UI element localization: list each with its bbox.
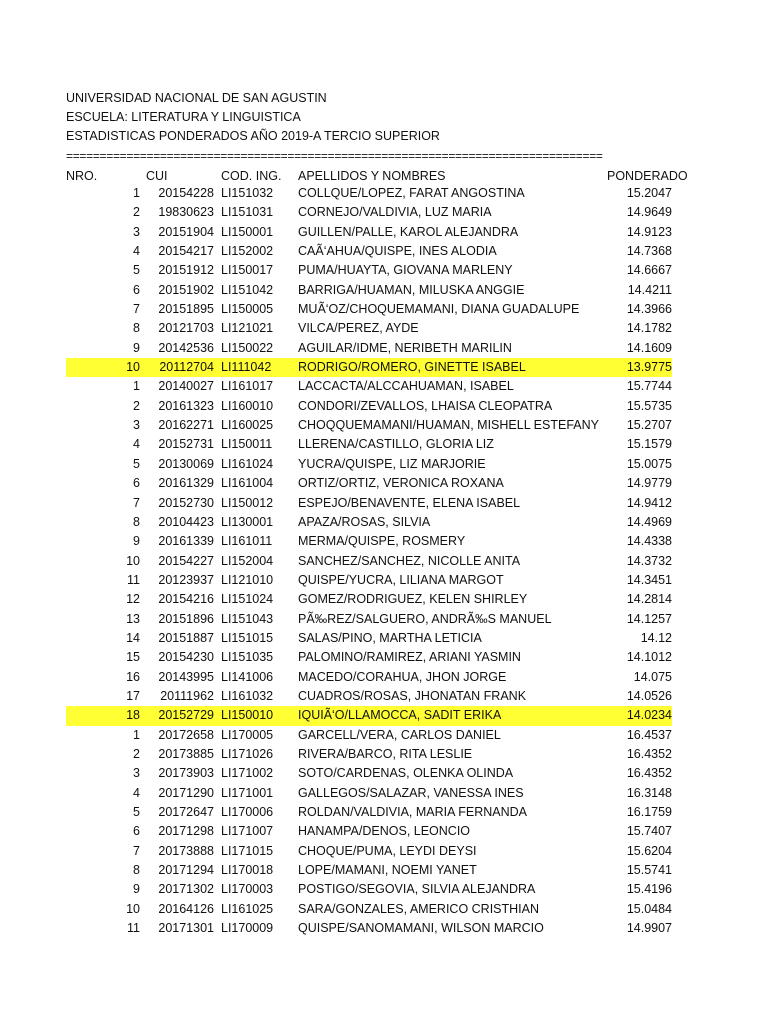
- cell-name: PÃ‰REZ/SALGUERO, ANDRÃ‰S MANUEL: [298, 611, 552, 626]
- column-header-name: APELLIDOS Y NOMBRES: [298, 169, 446, 183]
- cell-nro: 2: [133, 205, 140, 220]
- table-row: [0, 513, 768, 532]
- cell-name: SALAS/PINO, MARTHA LETICIA: [298, 630, 482, 645]
- cell-cod: LI151024: [221, 592, 274, 607]
- cell-pond: 14.0234: [626, 708, 672, 723]
- cell-nro: 5: [133, 456, 140, 471]
- cell-nro: 17: [126, 688, 140, 703]
- cell-nro: 8: [133, 321, 140, 336]
- cell-cui: 20130069: [158, 456, 214, 471]
- cell-nro: 3: [133, 766, 140, 781]
- table-row: [0, 629, 768, 648]
- cell-cod: LI170003: [221, 882, 274, 897]
- cell-nro: 15: [126, 650, 140, 665]
- cell-name: MUÃ‘OZ/CHOQUEMAMANI, DIANA GUADALUPE: [298, 302, 580, 317]
- cell-cui: 20161339: [158, 534, 214, 549]
- table-row: [0, 242, 768, 261]
- cell-pond: 14.9123: [626, 224, 672, 239]
- cell-cod: LI161017: [221, 379, 274, 394]
- cell-cui: 20121703: [158, 321, 214, 336]
- cell-pond: 16.4537: [626, 727, 672, 742]
- cell-pond: 15.6204: [626, 843, 672, 858]
- cell-nro: 14: [126, 630, 140, 645]
- cell-cui: 20123937: [158, 572, 214, 587]
- cell-pond: 14.3966: [626, 302, 672, 317]
- table-row: [0, 339, 768, 358]
- cell-cod: LI111042: [221, 360, 272, 375]
- table-row: [0, 435, 768, 454]
- cell-nro: 4: [133, 785, 140, 800]
- cell-pond: 15.5735: [626, 398, 672, 413]
- cell-name: IQUIÃ‘O/LLAMOCCA, SADIT ERIKA: [298, 708, 502, 723]
- cell-pond: 14.2814: [626, 592, 672, 607]
- table-row: [0, 261, 768, 280]
- cell-name: PUMA/HUAYTA, GIOVANA MARLENY: [298, 263, 513, 278]
- cell-cui: 20173903: [158, 766, 214, 781]
- cell-cod: LI170006: [221, 805, 274, 819]
- cell-cui: 20151912: [158, 263, 214, 278]
- cell-pond: 14.0526: [626, 688, 672, 703]
- cell-cui: 20172647: [158, 805, 214, 819]
- cell-name: GALLEGOS/SALAZAR, VANESSA INES: [298, 785, 524, 800]
- table-row: [0, 590, 768, 609]
- table-row: [0, 281, 768, 300]
- cell-name: MERMA/QUISPE, ROSMERY: [298, 534, 466, 549]
- cell-cui: 20171290: [158, 785, 214, 800]
- cell-cui: 20162271: [158, 418, 214, 433]
- cell-pond: 14.9907: [626, 921, 672, 936]
- cell-pond: 14.1609: [626, 340, 672, 355]
- cell-cui: 20171298: [158, 824, 214, 839]
- table-row: [0, 726, 768, 745]
- cell-pond: 14.6667: [626, 263, 672, 278]
- cell-nro: 4: [133, 244, 140, 259]
- cell-name: CAÃ‘AHUA/QUISPE, INES ALODIA: [298, 244, 497, 259]
- cell-pond: 15.2047: [626, 186, 672, 200]
- cell-nro: 12: [126, 592, 140, 607]
- cell-nro: 1: [133, 379, 140, 394]
- table-row: [0, 784, 768, 803]
- cell-pond: 15.5741: [626, 863, 672, 878]
- cell-pond: 15.7744: [626, 379, 672, 394]
- table-row: [0, 745, 768, 764]
- cell-nro: 2: [133, 746, 140, 761]
- cell-cod: LI171001: [221, 785, 274, 800]
- cell-name: GARCELL/VERA, CARLOS DANIEL: [298, 727, 501, 742]
- university-title: UNIVERSIDAD NACIONAL DE SAN AGUSTIN: [66, 91, 327, 105]
- cell-cod: LI150005: [221, 302, 274, 317]
- cell-cui: 20152731: [158, 437, 214, 452]
- table-row: [0, 474, 768, 493]
- cell-cui: 20173888: [158, 843, 214, 858]
- cell-cod: LI171007: [221, 824, 274, 839]
- table-row: [0, 803, 768, 822]
- table-row-highlighted: [0, 358, 768, 377]
- cell-nro: 10: [126, 360, 140, 375]
- cell-cod: LI150012: [221, 495, 274, 510]
- cell-cui: 19830623: [158, 205, 214, 220]
- column-header-cui: CUI: [146, 169, 168, 183]
- cell-name: ORTIZ/ORTIZ, VERONICA ROXANA: [298, 476, 504, 491]
- cell-name: LOPE/MAMANI, NOEMI YANET: [298, 863, 477, 878]
- cell-nro: 5: [133, 805, 140, 819]
- cell-pond: 14.3732: [626, 553, 672, 568]
- cell-nro: 4: [133, 437, 140, 452]
- column-header-pond: PONDERADO: [607, 169, 688, 183]
- cell-name: APAZA/ROSAS, SILVIA: [298, 514, 431, 529]
- cell-name: AGUILAR/IDME, NERIBETH MARILIN: [298, 340, 512, 355]
- table-row: [0, 377, 768, 396]
- cell-name: SANCHEZ/SANCHEZ, NICOLLE ANITA: [298, 553, 521, 568]
- column-header-cod: COD. ING.: [221, 169, 282, 183]
- cell-cui: 20161323: [158, 398, 214, 413]
- cell-name: QUISPE/SANOMAMANI, WILSON MARCIO: [298, 921, 544, 936]
- table-row: [0, 687, 768, 706]
- cell-nro: 7: [133, 495, 140, 510]
- table-row: [0, 552, 768, 571]
- cell-name: SARA/GONZALES, AMERICO CRISTHIAN: [298, 901, 540, 916]
- table-row: [0, 184, 768, 203]
- cell-pond: 14.1257: [626, 611, 672, 626]
- cell-pond: 15.7407: [626, 824, 672, 839]
- cell-cui: 20112704: [159, 360, 214, 375]
- cell-pond: 14.075: [633, 669, 672, 684]
- cell-cod: LI160010: [221, 398, 274, 413]
- cell-nro: 9: [133, 534, 140, 549]
- cell-cod: LI161025: [221, 901, 274, 916]
- cell-cui: 20154217: [158, 244, 214, 259]
- cell-cui: 20171301: [158, 921, 214, 936]
- cell-name: QUISPE/YUCRA, LILIANA MARGOT: [298, 572, 504, 587]
- cell-cui: 20154228: [158, 186, 214, 200]
- cell-nro: 11: [127, 921, 140, 936]
- cell-pond: 13.9775: [626, 360, 672, 375]
- cell-pond: 15.4196: [626, 882, 672, 897]
- table-row: [0, 532, 768, 551]
- cell-pond: 14.7368: [626, 244, 672, 259]
- cell-nro: 1: [133, 186, 140, 200]
- cell-nro: 3: [133, 224, 140, 239]
- cell-cod: LI170018: [221, 863, 274, 878]
- table-row: [0, 919, 768, 938]
- separator-line: ================================================================================: [66, 149, 603, 163]
- cell-nro: 8: [133, 514, 140, 529]
- cell-nro: 3: [133, 418, 140, 433]
- cell-cod: LI150001: [221, 224, 274, 239]
- cell-cui: 20171302: [158, 882, 214, 897]
- cell-name: CHOQQUEMAMANI/HUAMAN, MISHELL ESTEFANY: [298, 418, 599, 433]
- cell-pond: 14.4211: [627, 282, 672, 297]
- table-row: [0, 300, 768, 319]
- cell-name: PALOMINO/RAMIREZ, ARIANI YASMIN: [298, 650, 521, 665]
- table-row: [0, 610, 768, 629]
- cell-name: SOTO/CARDENAS, OLENKA OLINDA: [298, 766, 514, 781]
- cell-cod: LI161032: [221, 688, 274, 703]
- cell-pond: 14.1012: [626, 650, 672, 665]
- cell-cui: 20111962: [160, 688, 214, 703]
- cell-cod: LI160025: [221, 418, 274, 433]
- column-header-nro: NRO.: [66, 169, 98, 183]
- cell-pond: 15.0484: [626, 901, 672, 916]
- cell-cod: LI152002: [221, 244, 274, 259]
- student-table: [0, 184, 768, 938]
- cell-cod: LI150017: [221, 263, 274, 278]
- cell-pond: 14.9649: [626, 205, 672, 220]
- cell-cod: LI130001: [221, 514, 274, 529]
- cell-cui: 20151895: [158, 302, 214, 317]
- cell-cod: LI170009: [221, 921, 274, 936]
- cell-cui: 20154216: [158, 592, 214, 607]
- table-row: [0, 455, 768, 474]
- cell-cod: LI161024: [221, 456, 274, 471]
- cell-cui: 20152729: [158, 708, 214, 723]
- cell-pond: 15.0075: [626, 456, 672, 471]
- cell-cui: 20152730: [158, 495, 214, 510]
- cell-cod: LI151032: [221, 186, 274, 200]
- cell-cod: LI151035: [221, 650, 274, 665]
- cell-cod: LI171015: [221, 843, 274, 858]
- cell-pond: 14.12: [640, 630, 672, 645]
- cell-pond: 16.4352: [626, 766, 672, 781]
- cell-name: COLLQUE/LOPEZ, FARAT ANGOSTINA: [298, 186, 525, 200]
- cell-nro: 1: [133, 727, 140, 742]
- cell-cui: 20154227: [158, 553, 214, 568]
- cell-name: GOMEZ/RODRIGUEZ, KELEN SHIRLEY: [298, 592, 528, 607]
- cell-name: RODRIGO/ROMERO, GINETTE ISABEL: [298, 360, 526, 375]
- cell-nro: 10: [126, 553, 140, 568]
- cell-nro: 2: [133, 398, 140, 413]
- cell-nro: 9: [133, 340, 140, 355]
- cell-cod: LI152004: [221, 553, 274, 568]
- cell-cui: 20151896: [158, 611, 214, 626]
- cell-name: RIVERA/BARCO, RITA LESLIE: [298, 746, 473, 761]
- cell-cui: 20172658: [158, 727, 214, 742]
- cell-pond: 14.4338: [626, 534, 672, 549]
- cell-cod: LI121021: [221, 321, 274, 336]
- cell-name: CUADROS/ROSAS, JHONATAN FRANK: [298, 688, 527, 703]
- cell-pond: 14.9779: [626, 476, 672, 491]
- table-row: [0, 822, 768, 841]
- cell-nro: 13: [126, 611, 140, 626]
- table-row: [0, 648, 768, 667]
- cell-cod: LI150022: [221, 340, 274, 355]
- cell-cui: 20143995: [158, 669, 214, 684]
- cell-name: LACCACTA/ALCCAHUAMAN, ISABEL: [298, 379, 514, 394]
- cell-name: ESPEJO/BENAVENTE, ELENA ISABEL: [298, 495, 521, 510]
- cell-cui: 20151887: [158, 630, 214, 645]
- cell-name: GUILLEN/PALLE, KAROL ALEJANDRA: [298, 224, 519, 239]
- cell-name: VILCA/PEREZ, AYDE: [298, 321, 419, 336]
- cell-cui: 20142536: [158, 340, 214, 355]
- cell-name: LLERENA/CASTILLO, GLORIA LIZ: [298, 437, 494, 452]
- cell-cod: LI151015: [221, 630, 274, 645]
- report-title: ESTADISTICAS PONDERADOS AÑO 2019-A TERCIO SUPERIOR: [66, 129, 440, 143]
- table-row: [0, 668, 768, 687]
- table-row: [0, 203, 768, 222]
- table-row: [0, 764, 768, 783]
- cell-cod: LI171026: [221, 746, 274, 761]
- cell-cod: LI161011: [221, 534, 273, 549]
- cell-cui: 20104423: [158, 514, 214, 529]
- cell-cui: 20151904: [158, 224, 214, 239]
- cell-pond: 15.1579: [626, 437, 672, 452]
- cell-nro: 9: [133, 882, 140, 897]
- cell-pond: 15.2707: [626, 418, 672, 433]
- table-row-highlighted: [0, 706, 768, 725]
- cell-cod: LI170005: [221, 727, 274, 742]
- cell-name: YUCRA/QUISPE, LIZ MARJORIE: [298, 456, 486, 471]
- table-row: [0, 397, 768, 416]
- cell-cod: LI121010: [221, 572, 274, 587]
- cell-name: CONDORI/ZEVALLOS, LHAISA CLEOPATRA: [298, 398, 553, 413]
- table-row: [0, 571, 768, 590]
- table-row: [0, 880, 768, 899]
- cell-cui: 20140027: [158, 379, 214, 394]
- cell-nro: 8: [133, 863, 140, 878]
- cell-pond: 14.3451: [626, 572, 672, 587]
- cell-pond: 14.9412: [626, 495, 672, 510]
- cell-nro: 10: [126, 901, 140, 916]
- cell-cui: 20151902: [158, 282, 214, 297]
- cell-nro: 11: [127, 572, 140, 587]
- cell-cui: 20161329: [158, 476, 214, 491]
- cell-pond: 14.4969: [626, 514, 672, 529]
- cell-name: POSTIGO/SEGOVIA, SILVIA ALEJANDRA: [298, 882, 536, 897]
- cell-cod: LI151043: [221, 611, 274, 626]
- cell-nro: 16: [126, 669, 140, 684]
- cell-cod: LI161004: [221, 476, 274, 491]
- cell-cod: LI141006: [221, 669, 274, 684]
- cell-cod: LI150011: [221, 437, 273, 452]
- cell-cui: 20173885: [158, 746, 214, 761]
- cell-nro: 6: [133, 824, 140, 839]
- table-row: [0, 223, 768, 242]
- cell-name: MACEDO/CORAHUA, JHON JORGE: [298, 669, 507, 684]
- table-row: [0, 494, 768, 513]
- cell-cui: 20164126: [158, 901, 214, 916]
- table-row: [0, 842, 768, 861]
- cell-nro: 7: [133, 843, 140, 858]
- cell-name: CORNEJO/VALDIVIA, LUZ MARIA: [298, 205, 492, 220]
- cell-nro: 18: [126, 708, 140, 723]
- cell-cod: LI151031: [221, 205, 274, 220]
- table-row: [0, 319, 768, 338]
- cell-cui: 20171294: [158, 863, 214, 878]
- cell-cui: 20154230: [158, 650, 214, 665]
- cell-pond: 16.4352: [626, 746, 672, 761]
- cell-pond: 14.1782: [626, 321, 672, 336]
- cell-name: ROLDAN/VALDIVIA, MARIA FERNANDA: [298, 805, 527, 819]
- cell-name: BARRIGA/HUAMAN, MILUSKA ANGGIE: [298, 282, 525, 297]
- table-row: [0, 900, 768, 919]
- cell-nro: 7: [133, 302, 140, 317]
- cell-cod: LI171002: [221, 766, 274, 781]
- cell-nro: 5: [133, 263, 140, 278]
- table-row: [0, 416, 768, 435]
- table-row: [0, 861, 768, 880]
- cell-pond: 16.3148: [626, 785, 672, 800]
- cell-pond: 16.1759: [626, 805, 672, 819]
- cell-name: HANAMPA/DENOS, LEONCIO: [298, 824, 471, 839]
- cell-nro: 6: [133, 476, 140, 491]
- cell-cod: LI151042: [221, 282, 274, 297]
- school-title: ESCUELA: LITERATURA Y LINGUISTICA: [66, 110, 301, 124]
- cell-name: CHOQUE/PUMA, LEYDI DEYSI: [298, 843, 477, 858]
- cell-cod: LI150010: [221, 708, 274, 723]
- cell-nro: 6: [133, 282, 140, 297]
